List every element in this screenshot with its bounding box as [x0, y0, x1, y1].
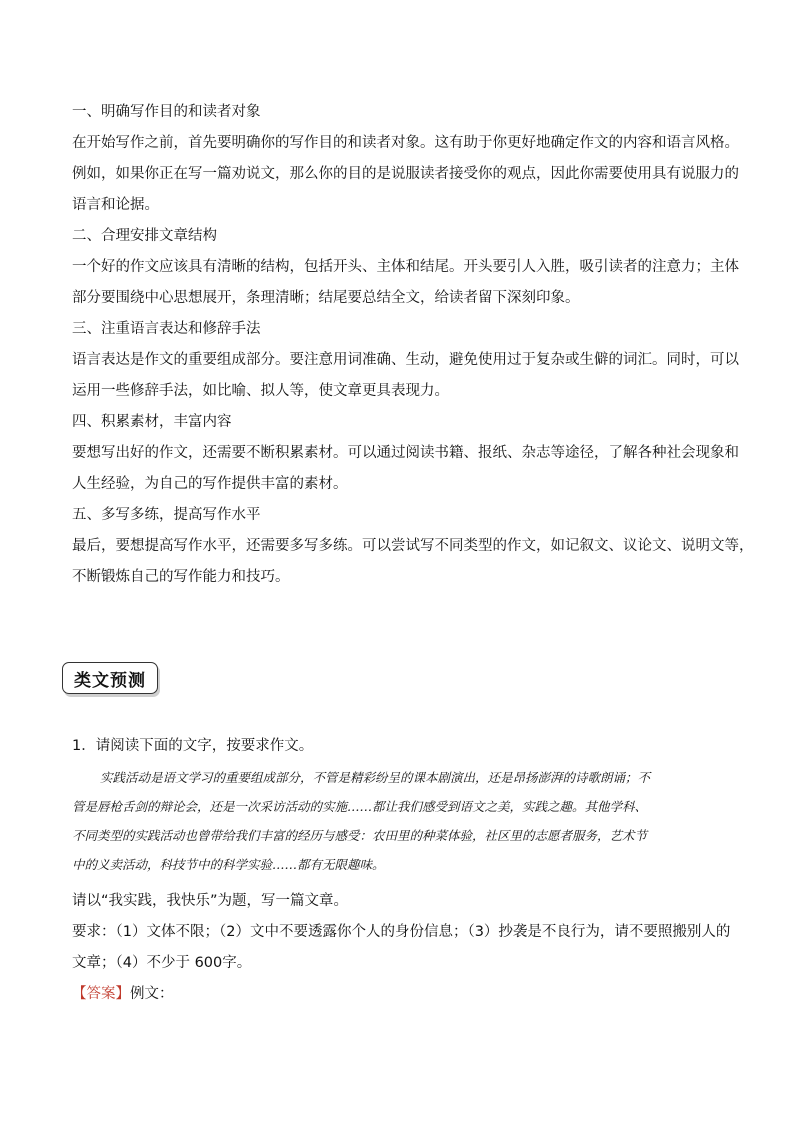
guide-text-line: 语言和论据。 [72, 197, 159, 213]
guide-text-line: 不断锻炼自己的写作能力和技巧。 [72, 569, 290, 585]
guide-heading-5: 五、多写多练，提高写作水平 [72, 507, 261, 523]
guide-text-line: 人生经验，为自己的写作提供丰富的素材。 [72, 476, 348, 492]
question-body [72, 886, 732, 1010]
guide-text-line: 语言表达是作文的重要组成部分。要注意用词准确、生动，避免使用过于复杂或生僻的词汇。同时，可以 [72, 352, 739, 368]
guide-heading-4: 四、积累素材，丰富内容 [72, 414, 232, 430]
guide-text-line: 一个好的作文应该具有清晰的结构，包括开头、主体和结尾。开头要引人入胜，吸引读者的注意力；主体 [72, 259, 739, 275]
guide-text-line: 要想写出好的作文，还需要不断积累素材。可以通过阅读书籍、报纸、杂志等途径，了解各种社会现象和 [72, 445, 739, 461]
writing-guide [72, 97, 754, 593]
requirements-line: 要求：（1）文体不限；（2）文中不要透露你个人的身份信息；（3）抄袭是不良行为，请不要照搬别人的 [72, 924, 731, 940]
guide-text-line: 例如，如果你正在写一篇劝说文，那么你的目的是说服读者接受你的观点，因此你需要使用具有说服力的 [72, 166, 739, 182]
reading-passage [72, 763, 732, 879]
guide-text-line: 运用一些修辞手法，如比喻、拟人等，使文章更具表现力。 [72, 383, 449, 399]
answer-label: 【答案】 [72, 986, 130, 1002]
essay-prompt: 请以“我实践，我快乐”为题，写一篇文章。 [72, 893, 349, 909]
passage-line: 管是唇枪舌剑的辩论会，还是一次采访活动的实施……都让我们感受到语文之美，实践之趣。其他学科、 [72, 799, 648, 814]
question-number-line: 1．请阅读下面的文字，按要求作文。 [72, 738, 314, 754]
guide-text-line: 部分要围绕中心思想展开，条理清晰；结尾要总结全文，给读者留下深刻印象。 [72, 290, 580, 306]
requirements-line: 文章；（4）不少于 600字。 [72, 955, 252, 971]
passage-line: 实践活动是语文学习的重要组成部分，不管是精彩纷呈的课本剧演出，还是昂扬澎湃的诗歌朗诵；不 [100, 770, 651, 785]
passage-line: 不同类型的实践活动也曾带给我们丰富的经历与感受：农田里的种菜体验，社区里的志愿者服务，艺术节 [72, 828, 648, 843]
guide-heading-3: 三、注重语言表达和修辞手法 [72, 321, 261, 337]
passage-line: 中的义卖活动，科技节中的科学实验……都有无限趣味。 [72, 857, 385, 872]
answer-line [72, 979, 732, 1010]
guide-heading-1: 一、明确写作目的和读者对象 [72, 104, 261, 120]
section-title-badge: 类文预测 [62, 662, 158, 694]
guide-heading-2: 二、合理安排文章结构 [72, 228, 217, 244]
question-intro [72, 731, 732, 762]
guide-text-line: 在开始写作之前，首先要明确你的写作目的和读者对象。这有助于你更好地确定作文的内容和语言风格。 [72, 135, 739, 151]
answer-text: 例文： [130, 986, 174, 1002]
guide-text-line: 最后，要想提高写作水平，还需要多写多练。可以尝试写不同类型的作文，如记叙文、议论文、说明文等， [72, 538, 754, 554]
